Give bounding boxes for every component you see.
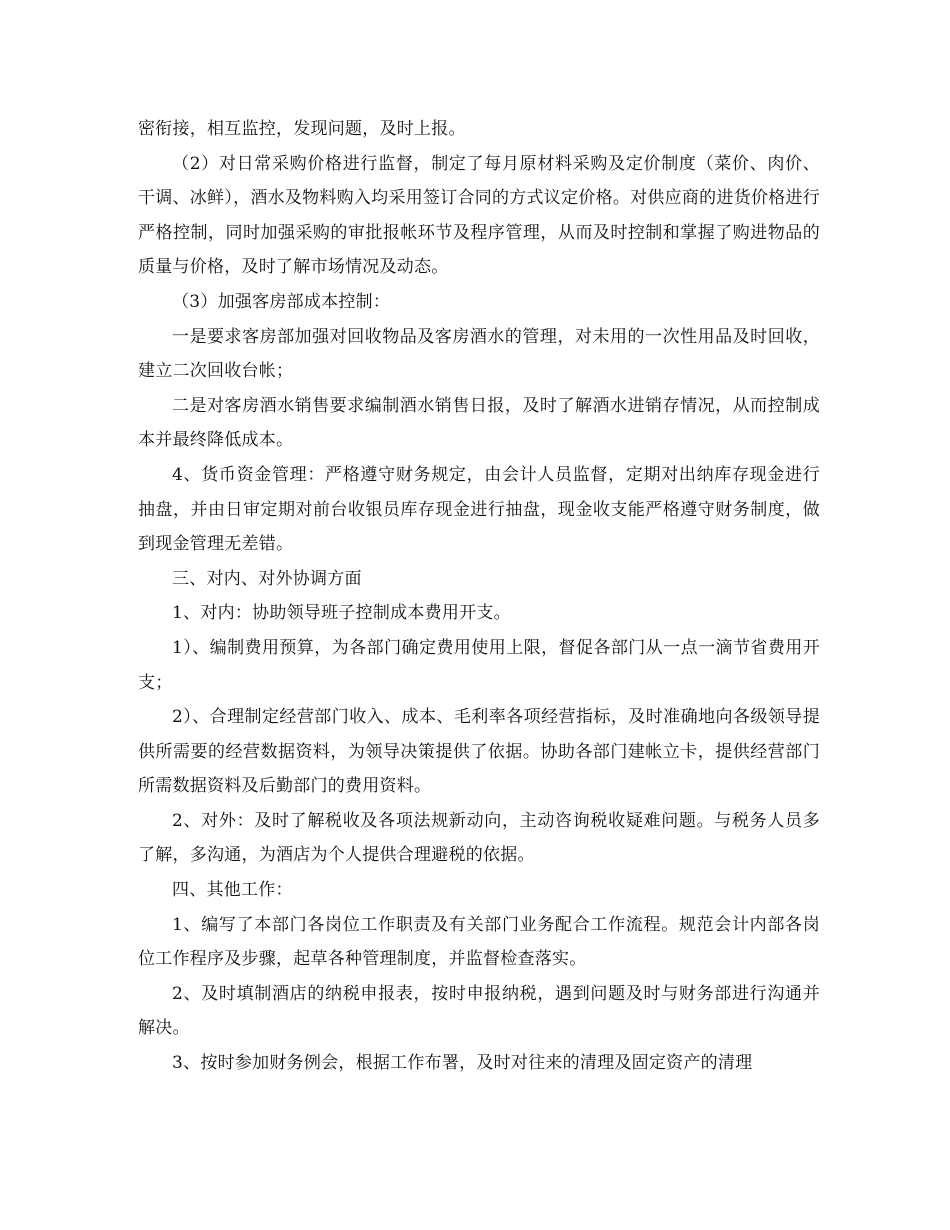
section-heading: 四、其他工作： (172, 880, 293, 901)
paragraph: 一是要求客房部加强对回收物品及客房酒水的管理，对未用的一次性用品及时回收，建立二次回收台帐； (138, 326, 820, 382)
paragraph: 2、对外：及时了解税收及各项法规新动向，主动咨询税收疑难问题。与税务人员多了解，多沟通，为酒店为个人提供合理避税的依据。 (138, 810, 820, 866)
paragraph: 3、按时参加财务例会，根据工作布署，及时对往来的清理及固定资产的清理 (172, 1053, 753, 1074)
document-body (138, 112, 820, 1081)
paragraph: 2）、合理制定经营部门收入、成本、毛利率各项经营指标，及时准确地向各级领导提供所需要的经营数据资料，为领导决策提供了依据。协助各部门建帐立卡，提供经营部门所需数据资料及后勤部门的费用资料。 (138, 707, 820, 797)
paragraph: 2、及时填制酒店的纳税申报表，按时申报纳税，遇到问题及时与财务部进行沟通并解决。 (138, 983, 820, 1039)
paragraph: 二是对客房酒水销售要求编制酒水销售日报，及时了解酒水进销存情况，从而控制成本并最终降低成本。 (138, 395, 820, 451)
paragraph: （3）加强客房部成本控制： (172, 291, 391, 312)
paragraph: 4、货币资金管理：严格遵守财务规定，由会计人员监督，定期对出纳库存现金进行抽盘，并由日审定期对前台收银员库存现金进行抽盘，现金收支能严格遵守财务制度，做到现金管理无差错。 (138, 464, 820, 555)
paragraph: 1）、编制费用预算，为各部门确定费用使用上限，督促各部门从一点一滴节省费用开支； (138, 637, 820, 693)
paragraph: 1、编写了本部门各岗位工作职责及有关部门业务配合工作流程。规范会计内部各岗位工作程序及步骤，起草各种管理制度，并监督检查落实。 (138, 914, 820, 970)
section-heading: 三、对内、对外协调方面 (172, 568, 362, 589)
paragraph: 1、对内：协助领导班子控制成本费用开支。 (172, 603, 511, 624)
paragraph: 密衔接，相互监控，发现问题，及时上报。 (138, 119, 466, 139)
paragraph: （2）对日常采购价格进行监督，制定了每月原材料采购及定价制度（菜价、肉价、干调、冰鲜），酒水及物料购入均采用签订合同的方式议定价格。对供应商的进货价格进行严格控制，同时加强采购的审批报帐环节及程序管理，从而及时控制和掌握了购进物品的质量与价格，及时了解市场情况及动态。 (138, 153, 820, 278)
